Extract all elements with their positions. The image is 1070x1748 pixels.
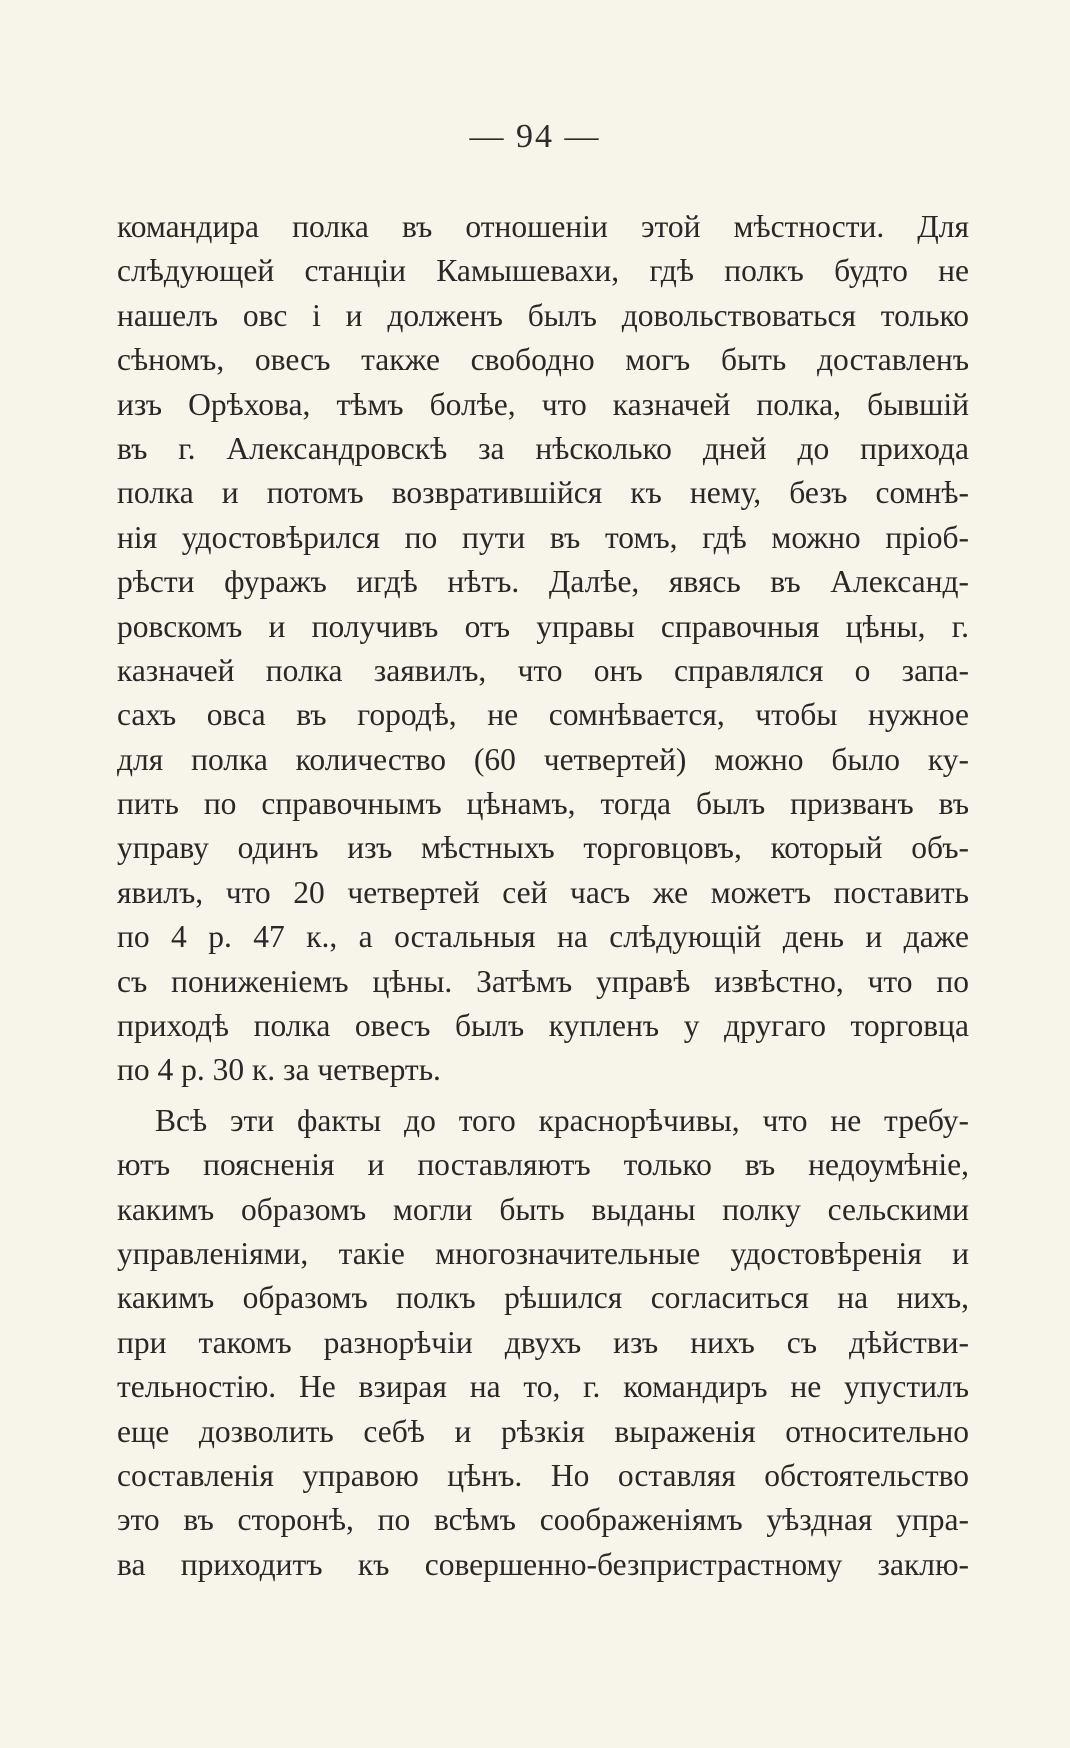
text-line: явилъ, что 20 четвертей сей часъ же можетъ поставить xyxy=(117,874,969,910)
text-line: сѣномъ, овесъ также свободно могъ быть доставленъ xyxy=(117,342,969,378)
text-line: Всѣ эти факты до того краснорѣчивы, что не требу- xyxy=(155,1102,969,1138)
text-line: управу одинъ изъ мѣстныхъ торговцовъ, который объ- xyxy=(117,830,969,866)
text-line: еще дозволить себѣ и рѣзкiя выраженiя относительно xyxy=(117,1413,969,1449)
text-line: это въ сторонѣ, по всѣмъ соображенiямъ уѣздная упра- xyxy=(117,1502,969,1538)
text-line: для полка количество (60 четвертей) можно было ку- xyxy=(117,741,969,777)
text-line: тельностiю. Не взирая на то, г. командиръ не упустилъ xyxy=(117,1369,969,1405)
text-line: рѣсти фуражъ игдѣ нѣтъ. Далѣе, явясь въ Александ- xyxy=(117,564,969,600)
page-number: — 94 — xyxy=(469,118,601,155)
text-line: приходѣ полка овесъ былъ купленъ у другаго торговца xyxy=(117,1008,969,1044)
text-line: сахъ овса въ городѣ, не сомнѣвается, чтобы нужное xyxy=(117,697,969,733)
body-text xyxy=(117,205,969,1587)
text-line: слѣдующей станцiи Камышевахи, гдѣ полкъ будто не xyxy=(117,253,969,289)
text-line: казначей полка заявилъ, что онъ справлялся о запа- xyxy=(117,652,969,688)
text-line: управленiями, такiе многозначительные удостовѣренiя и xyxy=(117,1235,969,1271)
text-line: ва приходитъ къ совершенно-безпристрастному заклю- xyxy=(117,1546,969,1582)
text-line: пить по справочнымъ цѣнамъ, тогда былъ призванъ въ xyxy=(117,786,969,822)
text-line: составленiя управою цѣнъ. Но оставляя обстоятельство xyxy=(117,1457,969,1493)
text-line: съ пониженiемъ цѣны. Затѣмъ управѣ извѣстно, что по xyxy=(117,963,969,999)
text-line: какимъ образомъ полкъ рѣшился согласиться на нихъ, xyxy=(117,1280,969,1316)
text-line: по 4 р. 30 к. за четверть. xyxy=(117,1052,441,1088)
text-line: ровскомъ и получивъ отъ управы справочныя цѣны, г. xyxy=(117,608,969,644)
paragraph xyxy=(117,205,969,1093)
paragraph xyxy=(117,1099,969,1587)
text-line: при такомъ разнорѣчiи двухъ изъ нихъ съ дѣйстви- xyxy=(117,1324,969,1360)
text-line: полка и потомъ возвратившiйся къ нему, безъ сомнѣ- xyxy=(117,475,969,511)
text-line: въ г. Александровскѣ за нѣсколько дней до прихода xyxy=(117,430,969,466)
text-line: ютъ поясненiя и поставляютъ только въ недоумѣнiе, xyxy=(117,1147,969,1183)
text-line: изъ Орѣхова, тѣмъ болѣе, что казначей полка, бывшiй xyxy=(117,386,969,422)
text-line: по 4 р. 47 к., а остальныя на слѣдующiй день и даже xyxy=(117,919,969,955)
text-line: командира полка въ отношенiи этой мѣстности. Для xyxy=(117,209,969,244)
text-line: нашелъ овс і и долженъ былъ довольствоваться только xyxy=(117,297,969,333)
text-line: какимъ образомъ могли быть выданы полку сельскими xyxy=(117,1191,969,1227)
text-line: нiя удостовѣрился по пути въ томъ, гдѣ можно прiоб- xyxy=(117,519,969,555)
